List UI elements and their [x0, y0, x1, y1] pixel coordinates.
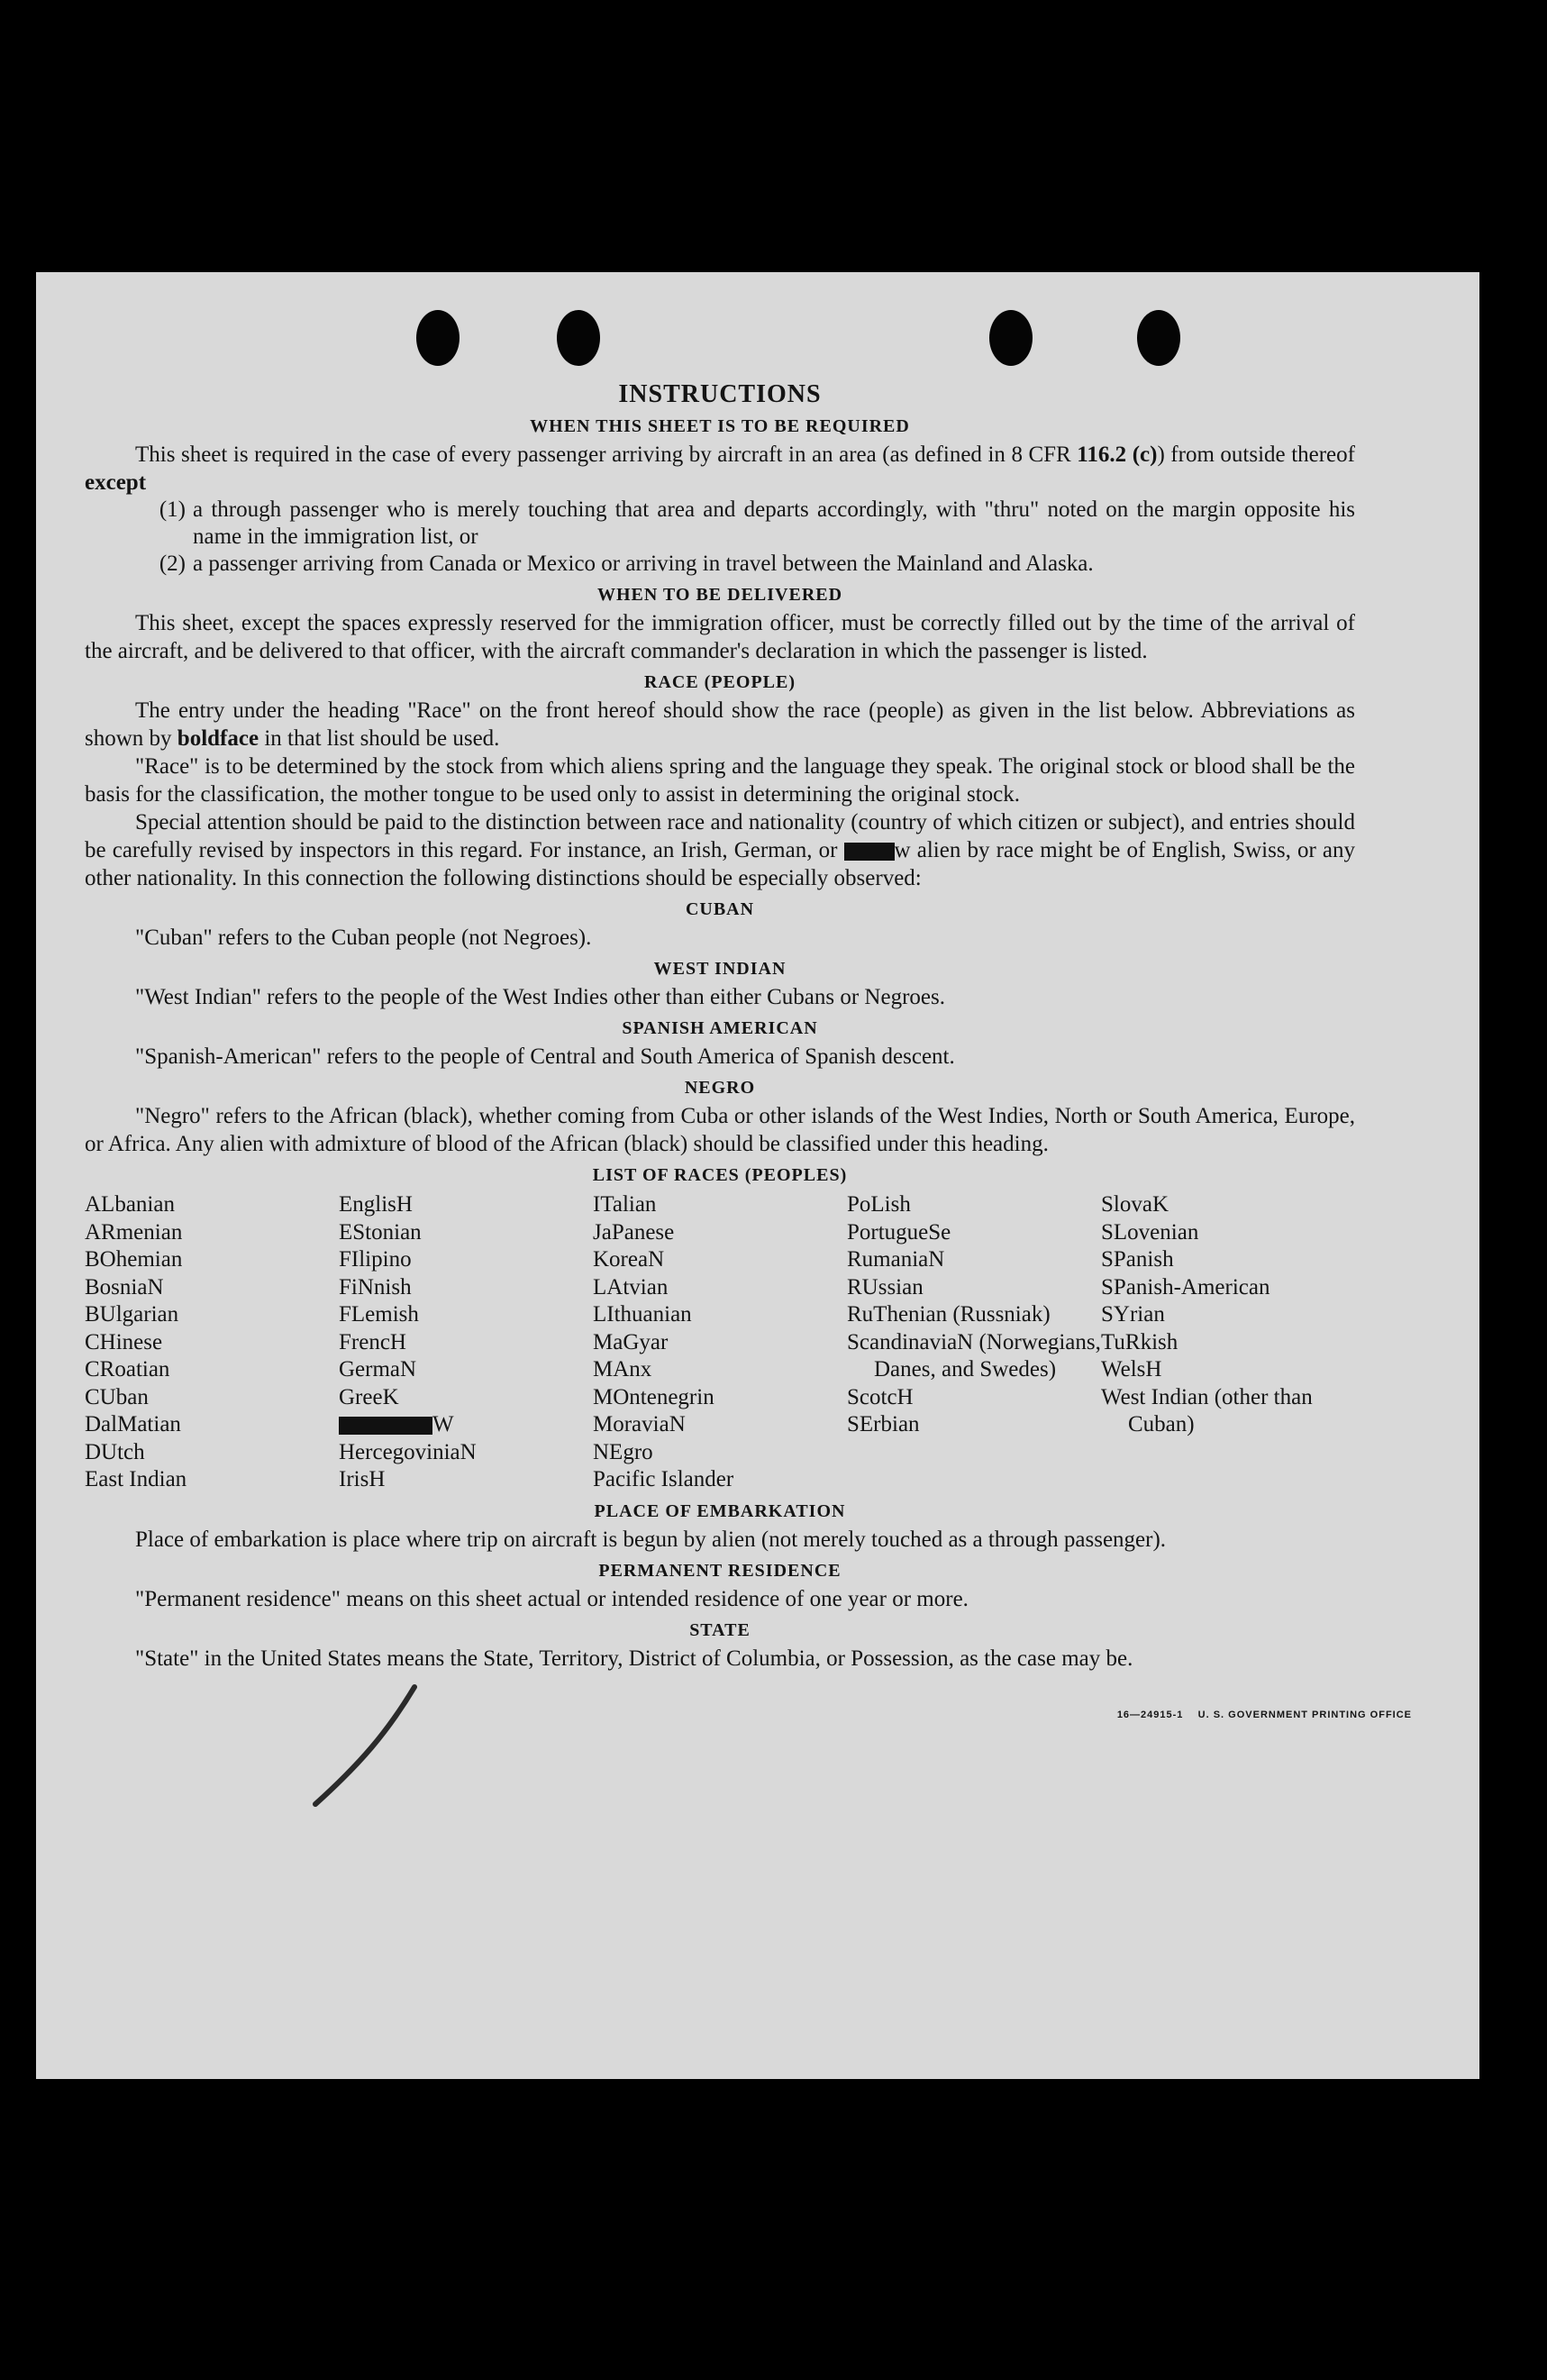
race-entry: Pacific Islander [593, 1467, 734, 1491]
race-entry: ALbanian [85, 1192, 175, 1217]
race-entry: SErbian [847, 1412, 920, 1436]
section-heading-cuban: CUBAN [685, 899, 755, 919]
page-title: INSTRUCTIONS [618, 380, 822, 408]
race-entry: DUtch [85, 1439, 145, 1464]
exception-item-2: (2) a passenger arriving from Canada or Mexico or arriving in travel between the Mainland and Alaska. [159, 552, 1094, 576]
delivered-text: This sheet, except the spaces expressly reserved for the immigration officer, must be correctly filled out by the time of the arrival of the aircraft, and be delivered to that officer, with the aircraft commander's declaration in which the passenger is listed. [85, 611, 1355, 663]
race-entry: FLemish [339, 1302, 419, 1327]
state-text: "State" in the United States means the State, Territory, District of Columbia, or Possession, as the case may be. [135, 1646, 1133, 1671]
race-paragraph-1: The entry under the heading "Race" on the front hereof should show the race (people) as given in the list below. Abbreviations as shown by boldface in that list should be used. [85, 698, 1355, 751]
required-intro: This sheet is required in the case of every passenger arriving by aircraft in an area (as defined in 8 CFR 116.2 (c)) from outside thereof except [85, 442, 1355, 495]
section-heading-negro: NEGRO [684, 1078, 756, 1098]
races-list [85, 1191, 1355, 1494]
race-entry: BUlgarian [85, 1302, 179, 1327]
punch-hole [416, 310, 460, 366]
race-entry: FrencH [339, 1329, 406, 1354]
race-entry: East Indian [85, 1467, 187, 1491]
race-entry: GermaN [339, 1357, 417, 1381]
west-indian-text: "West Indian" refers to the people of the West Indies other than either Cubans or Negroes. [135, 985, 945, 1009]
races-column-4 [847, 1191, 1101, 1494]
spanish-american-text: "Spanish-American" refers to the people of Central and South America of Spanish descent. [135, 1044, 955, 1069]
section-heading-state: STATE [689, 1619, 751, 1640]
race-entry: BOhemian [85, 1247, 183, 1272]
race-entry: WelsH [1101, 1357, 1162, 1381]
race-entry: CHinese [85, 1329, 163, 1354]
races-column-3 [593, 1191, 847, 1494]
section-heading-spanish-american: SPANISH AMERICAN [622, 1018, 818, 1038]
exception-item-1: (1) a through passenger who is merely touching that area and departs accordingly, with "thru" noted on the margin opposite his name in the immigration list, or [159, 497, 1355, 549]
race-entry: PortugueSe [847, 1219, 951, 1245]
race-entry: TuRkish [1101, 1329, 1178, 1354]
race-entry: SlovaK [1101, 1192, 1169, 1217]
race-entry: DalMatian [85, 1412, 181, 1436]
race-entry: LIthuanian [593, 1302, 692, 1327]
race-entry: RumaniaN [847, 1247, 945, 1272]
race-entry: SYrian [1101, 1302, 1165, 1327]
section-heading-race: RACE (PEOPLE) [644, 672, 796, 692]
race-entry: RuThenian (Russniak) [847, 1302, 1051, 1327]
cuban-text: "Cuban" refers to the Cuban people (not Negroes). [135, 926, 592, 950]
race-paragraph-3: Special attention should be paid to the distinction between race and nationality (country of which citizen or subject), and entries should be carefully revised by inspectors in this regard. For instance, an Irish, German, or w alien by race might be of English, Swiss, or any other nationality. In this connection the following distinctions should be especially observed: [85, 810, 1355, 890]
section-heading-delivered: WHEN TO BE DELIVERED [596, 585, 843, 605]
negro-text: "Negro" refers to the African (black), whether coming from Cuba or other islands of the West Indies, North or South America, Europe, or Africa. Any alien with admixture of blood of the African (black) should be classified under this heading. [85, 1104, 1355, 1156]
race-entry: EStonian [339, 1219, 422, 1245]
race-entry: ScandinaviaN (Norwegians, Danes, and Swedes) [847, 1329, 1101, 1381]
race-entry: SPanish-American [1101, 1274, 1270, 1299]
race-entry: GreeK [339, 1384, 399, 1409]
instruction-sheet [36, 272, 1479, 2079]
redaction-mark [339, 1417, 432, 1435]
redaction-mark [844, 843, 895, 861]
section-heading-required: WHEN THIS SHEET IS TO BE REQUIRED [530, 416, 910, 436]
race-entry: MAnx [593, 1357, 652, 1381]
race-entry: LAtvian [593, 1274, 669, 1299]
race-entry: ScotcH [847, 1384, 914, 1409]
races-column-1 [85, 1191, 339, 1494]
race-entry: HercegoviniaN [339, 1439, 477, 1464]
race-entry: JaPanese [593, 1219, 675, 1245]
section-heading-residence: PERMANENT RESIDENCE [598, 1560, 842, 1581]
section-heading-list: LIST OF RACES (PEOPLES) [592, 1165, 848, 1185]
race-entry: NEgro [593, 1439, 653, 1464]
punch-hole [989, 310, 1033, 366]
race-entry: MaGyar [593, 1329, 669, 1354]
punch-hole [557, 310, 600, 366]
race-entry: West Indian (other than Cuban) [1101, 1384, 1313, 1436]
race-entry: KoreaN [593, 1247, 665, 1272]
residence-text: "Permanent residence" means on this sheet actual or intended residence of one year or more. [135, 1586, 969, 1611]
printer-credit: 16—24915-1 U. S. GOVERNMENT PRINTING OFFICE [1116, 1710, 1412, 1720]
race-entry: PoLish [847, 1192, 911, 1217]
race-entry: CRoatian [85, 1357, 170, 1381]
races-column-5 [1101, 1191, 1355, 1494]
race-entry: IrisH [339, 1467, 386, 1491]
race-entry: BosniaN [85, 1274, 164, 1299]
race-entry: SLovenian [1101, 1219, 1199, 1245]
race-entry-redacted: W [339, 1411, 593, 1439]
race-entry: ITalian [593, 1192, 657, 1217]
pen-stroke-mark [279, 1678, 441, 1813]
race-entry: EnglisH [339, 1192, 413, 1217]
race-entry: FIlipino [339, 1247, 412, 1272]
race-paragraph-2: "Race" is to be determined by the stock from which aliens spring and the language they speak. The original stock or blood shall be the basis for the classification, the mother tongue to be used only to assist in determining the original stock. [85, 754, 1355, 807]
race-entry: CUban [85, 1384, 149, 1409]
race-entry: MOntenegrin [593, 1384, 714, 1409]
race-entry: SPanish [1101, 1247, 1174, 1272]
race-entry: MoraviaN [593, 1412, 686, 1436]
section-heading-embarkation: PLACE OF EMBARKATION [594, 1500, 846, 1521]
races-column-2 [339, 1191, 593, 1494]
punch-hole [1137, 310, 1180, 366]
embarkation-text: Place of embarkation is place where trip on aircraft is begun by alien (not merely touched as a through passenger). [135, 1527, 1167, 1552]
race-entry: ARmenian [85, 1219, 183, 1245]
race-entry: FiNnish [339, 1274, 412, 1299]
section-heading-west-indian: WEST INDIAN [653, 959, 787, 979]
race-entry: RUssian [847, 1274, 924, 1299]
